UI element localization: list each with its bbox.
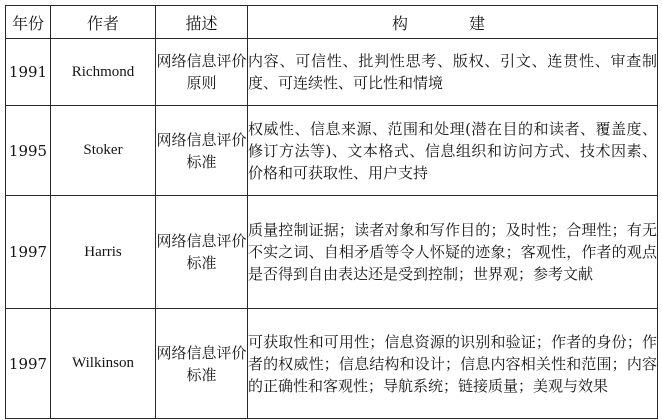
composition-cell: 内容、可信性、批判性思考、版权、引文、连贯性、审查制度、可连续性、可比性和情境 (248, 39, 658, 106)
table-header-row (6, 6, 658, 39)
description-cell: 网络信息评价标准 (156, 309, 248, 419)
description-cell: 网络信息评价标准 (156, 196, 248, 309)
description-cell: 网络信息评价标准 (156, 106, 248, 196)
header-year: 年份 (6, 6, 51, 39)
composition-cell: 可获取性和可用性；信息资源的识别和验证；作者的身份；作者的权威性；信息结构和设计；信息内容相关性和范围；内容的正确性和客观性；导航系统；链接质量；美观与效果 (248, 309, 658, 419)
year-cell: 1991 (6, 39, 51, 106)
header-composition: 构 建 (248, 6, 658, 39)
table-row (6, 39, 658, 106)
table-row (6, 309, 658, 419)
year-cell: 1997 (6, 309, 51, 419)
evaluation-criteria-table (5, 5, 658, 419)
description-cell: 网络信息评价原则 (156, 39, 248, 106)
author-cell: Stoker (51, 106, 156, 196)
year-cell: 1997 (6, 196, 51, 309)
year-cell: 1995 (6, 106, 51, 196)
author-cell: Wilkinson (51, 309, 156, 419)
table-row (6, 196, 658, 309)
composition-cell: 权威性、信息来源、范围和处理(潜在目的和读者、覆盖度、修订方法等)、文本格式、信息组织和访问方式、技术因素、价格和可获取性、用户支持 (248, 106, 658, 196)
author-cell: Richmond (51, 39, 156, 106)
author-cell: Harris (51, 196, 156, 309)
composition-cell: 质量控制证据；读者对象和写作目的；及时性；合理性；有无不实之词、自相矛盾等令人怀疑的迹象；客观性，作者的观点是否得到自由表达还是受到控制；世界观；参考文献 (248, 196, 658, 309)
header-description: 描述 (156, 6, 248, 39)
table-row (6, 106, 658, 196)
header-author: 作者 (51, 6, 156, 39)
